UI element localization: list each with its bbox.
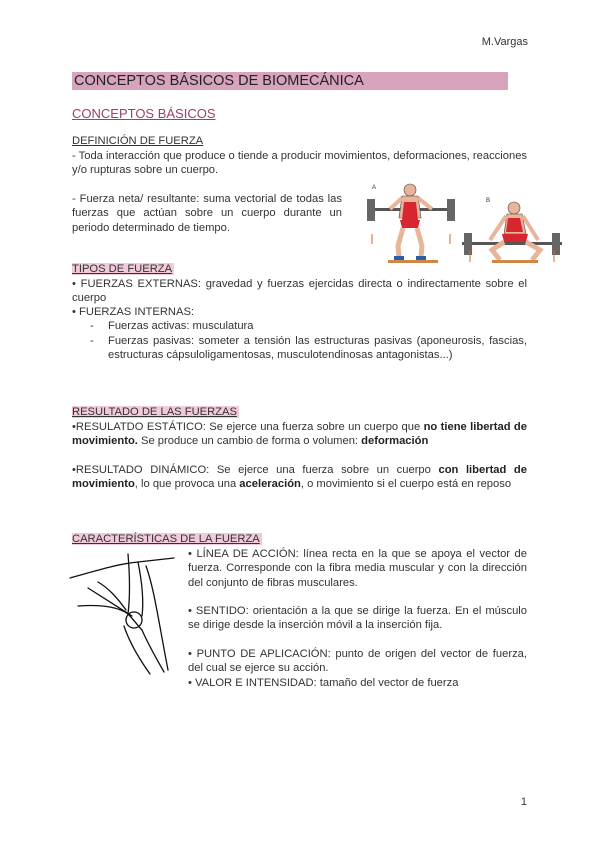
figure-label-b: B	[486, 198, 491, 204]
definicion-text-2: - Fuerza neta/ resultante: suma vectorial de todas las fuerzas que actúan sobre un cuerpo durante un periodo determinado de tiempo.	[72, 193, 342, 234]
heading-tipos-text: TIPOS DE FUERZA	[72, 263, 173, 275]
resultado-dinamico-part: •RESULTADO DINÁMICO: Se ejerce una fuerza sobre un cuerpo	[72, 464, 439, 476]
heading-tipos	[72, 262, 174, 276]
caract-valor-intensidad: • VALOR E INTENSIDAD: tamaño del vector de fuerza	[188, 677, 459, 689]
tipos-sub-activas-text: Fuerzas activas: musculatura	[108, 320, 254, 332]
caract-punto-aplicacion: • PUNTO DE APLICACIÓN: punto de origen del vector de fuerza, del cual se ejerce su acción.	[188, 648, 527, 675]
resultado-dinamico	[72, 463, 527, 492]
caract-linea-accion: • LÍNEA DE ACCIÓN: línea recta en la que se apoya el vector de fuerza. Corresponde con la fibra media muscular y con la dirección del conjunto de fibras musculares.	[188, 548, 527, 589]
heading-resultado-text: RESULTADO DE LAS FUERZAS	[72, 406, 237, 418]
heading-caracteristicas-text: CARACTERÍSTICAS DE LA FUERZA	[72, 533, 260, 545]
resultado-estatico-part: Se produce un cambio de forma o volumen:	[137, 435, 362, 448]
figure-label-a: A	[372, 185, 377, 191]
caract-sentido: • SENTIDO: orientación a la que se dirige la fuerza. En el músculo se dirige desde la inserción móvil a la inserción fija.	[188, 605, 527, 632]
resultado-dinamico-bold: con libertad de movimiento	[72, 464, 527, 491]
definicion-text-1: - Toda interacción que produce o tiende a producir movimientos, deformaciones, reacciones y/o rupturas sobre un cuerpo.	[72, 150, 528, 177]
weightlifter-figure	[352, 176, 572, 268]
resultado-dinamico-part: , lo que provoca una	[134, 478, 240, 491]
resultado-estatico	[72, 420, 527, 449]
tipos-sub-pasivas-text: Fuerzas pasivas: someter a tensión las estructuras pasivas (aponeurosis, fascias, estructuras cápsuloligamentosas, musculotendinosas antagonistas...)	[108, 335, 527, 362]
heading-definicion: DEFINICIÓN DE FUERZA	[72, 135, 204, 147]
heading-resultado	[72, 405, 239, 419]
page-title: CONCEPTOS BÁSICOS DE BIOMECÁNICA	[72, 72, 508, 90]
resultado-estatico-bold: no tiene libertad de movimiento.	[72, 421, 527, 448]
resultado-estatico-bold: deformación	[361, 435, 429, 448]
tipos-internas: • FUERZAS INTERNAS:	[72, 306, 195, 318]
tipos-externas: • FUERZAS EXTERNAS: gravedad y fuerzas ejercidas directa o indirectamente sobre el cuerpo	[72, 278, 527, 305]
arm-force-diagram	[68, 548, 180, 676]
lifter-b	[462, 198, 562, 263]
resultado-dinamico-bold: aceleración	[239, 478, 301, 491]
list-dash: -	[90, 320, 94, 332]
resultado-dinamico-part: , o movimiento si el cuerpo está en reposo	[300, 478, 512, 491]
heading-caracteristicas	[72, 532, 262, 546]
tipos-sub-pasivas	[90, 334, 527, 363]
list-dash: -	[90, 335, 94, 347]
lifter-a	[367, 184, 455, 263]
tipos-sub-activas	[90, 319, 527, 333]
resultado-estatico-part: •RESULATDO ESTÁTICO: Se ejerce una fuerza sobre un cuerpo que	[72, 421, 424, 433]
author-name: M.Vargas	[481, 36, 528, 48]
page-number: 1	[520, 796, 527, 808]
section-title: CONCEPTOS BÁSICOS	[72, 106, 216, 121]
